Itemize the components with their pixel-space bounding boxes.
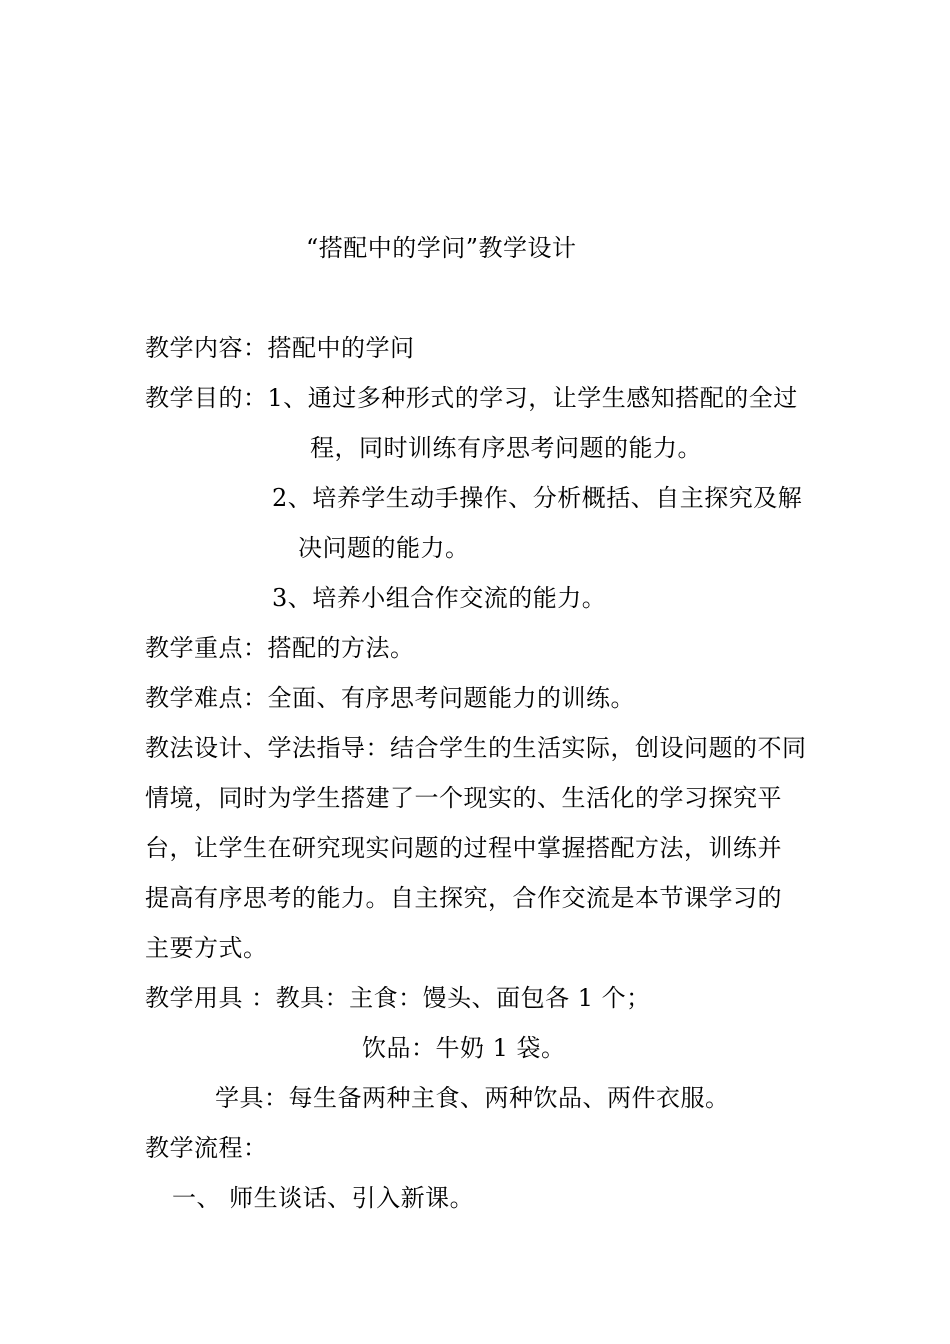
teaching-tools-line: 教学用具 ：教具：主食：馒头、面包各 1 个； bbox=[145, 984, 651, 1012]
objectives-line: 决问题的能力。 bbox=[298, 534, 470, 562]
teaching-process-heading: 教学流程： bbox=[145, 1134, 268, 1162]
teaching-keypoint-line: 教学重点：搭配的方法。 bbox=[145, 634, 415, 662]
document-title: “搭配中的学问”教学设计 bbox=[306, 234, 577, 262]
method-guidance-line: 提高有序思考的能力。自主探究，合作交流是本节课学习的 bbox=[145, 884, 782, 912]
objectives-line: 程，同时训练有序思考问题的能力。 bbox=[310, 434, 702, 462]
process-step-line: 一、 师生谈话、引入新课。 bbox=[172, 1184, 475, 1212]
method-guidance-line: 教法设计、学法指导：结合学生的生活实际，创设问题的不同 bbox=[145, 734, 807, 762]
method-guidance-line: 台，让学生在研究现实问题的过程中掌握搭配方法，训练并 bbox=[145, 834, 782, 862]
teaching-content-line: 教学内容：搭配中的学问 bbox=[145, 334, 415, 362]
objectives-line: 教学目的：1、通过多种形式的学习，让学生感知搭配的全过 bbox=[145, 384, 798, 412]
teaching-tools-line: 饮品：牛奶 1 袋。 bbox=[362, 1034, 566, 1062]
teaching-difficulty-line: 教学难点：全面、有序思考问题能力的训练。 bbox=[145, 684, 635, 712]
method-guidance-line: 主要方式。 bbox=[145, 934, 268, 962]
objectives-line: 3、培养小组合作交流的能力。 bbox=[272, 584, 607, 612]
teaching-tools-line: 学具：每生备两种主食、两种饮品、两件衣服。 bbox=[215, 1084, 730, 1112]
method-guidance-line: 情境，同时为学生搭建了一个现实的、生活化的学习探究平 bbox=[145, 784, 782, 812]
objectives-line: 2、培养学生动手操作、分析概括、自主探究及解 bbox=[272, 484, 803, 512]
